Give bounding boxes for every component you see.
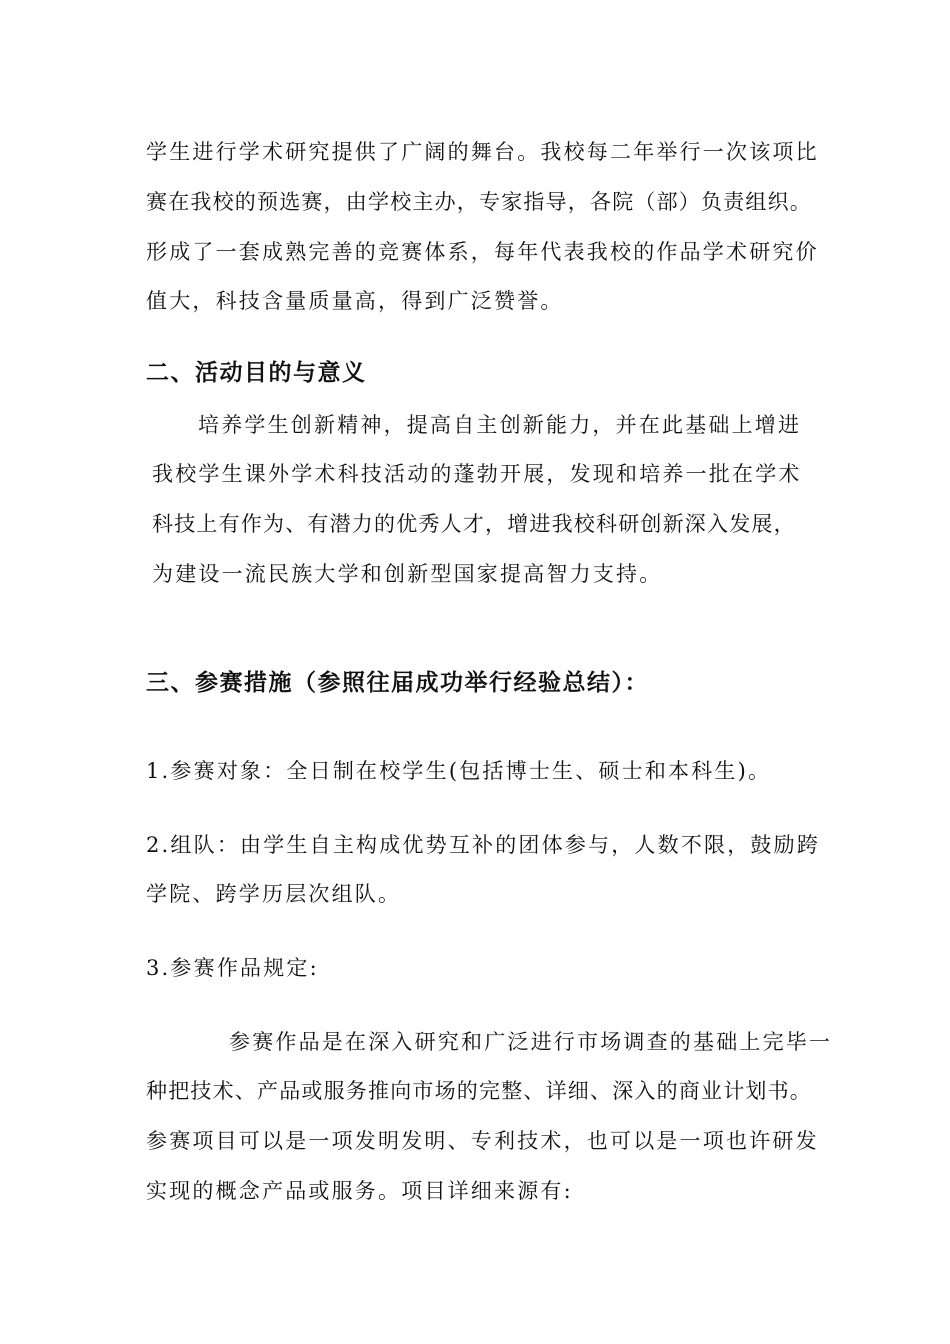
section-3-item-2-line-1: 2.组队：由学生自主构成优势互补的团体参与，人数不限，鼓励跨 (146, 833, 821, 857)
section-2-line-4: 为建设一流民族大学和创新型国家提高智力支持。 (152, 562, 663, 586)
section-3-item-3-line-4: 实现的概念产品或服务。项目详细来源有: (146, 1179, 573, 1203)
section-3-heading: 三、参赛措施（参照往届成功举行经验总结）： (146, 670, 649, 696)
section-3-item-3-line-2: 种把技术、产品或服务推向市场的完整、详细、深入的商业计划书。 (146, 1079, 812, 1103)
intro-line-2: 赛在我校的预选赛，由学校主办，专家指导，各院（部）负责组织。 (146, 190, 812, 214)
intro-line-3: 形成了一套成熟完善的竞赛体系，每年代表我校的作品学术研究价 (146, 240, 819, 264)
section-3-item-3-line-1: 参赛作品是在深入研究和广泛进行市场调查的基础上完毕一 (229, 1030, 833, 1054)
section-2-line-3: 科技上有作为、有潜力的优秀人才，增进我校科研创新深入发展， (152, 512, 796, 536)
section-2-heading: 二、活动目的与意义 (146, 360, 367, 386)
section-2-line-2: 我校学生课外学术科技活动的蓬勃开展，发现和培养一批在学术 (152, 462, 802, 486)
intro-line-1: 学生进行学术研究提供了广阔的舞台。我校每二年举行一次该项比 (146, 140, 819, 164)
intro-line-4: 值大，科技含量质量高，得到广泛赞誉。 (146, 289, 564, 313)
section-3-item-3: 3.参赛作品规定: (146, 956, 319, 980)
section-3-item-3-line-3: 参赛项目可以是一项发明发明、专利技术，也可以是一项也许研发 (146, 1129, 819, 1153)
section-2-line-1: 培养学生创新精神，提高自主创新能力，并在此基础上增进 (198, 413, 802, 437)
section-3-item-1: 1.参赛对象：全日制在校学生(包括博士生、硕士和本科生)。 (146, 759, 772, 783)
section-3-item-2-line-2: 学院、跨学历层次组队。 (146, 882, 402, 906)
